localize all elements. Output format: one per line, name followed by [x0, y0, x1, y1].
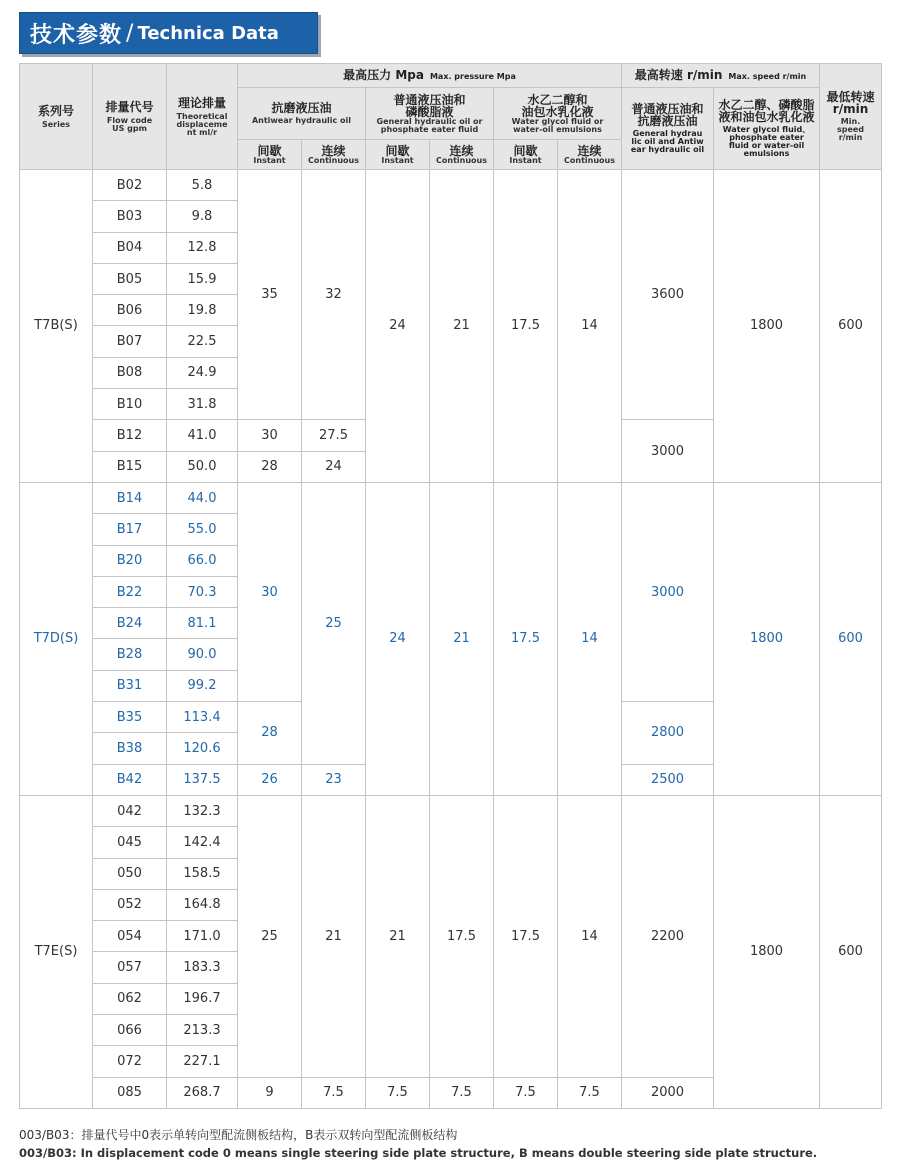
header-series: 系列号 Series [20, 64, 93, 170]
antiwear-instant-cell: 30 [238, 482, 302, 701]
flow-code-cell: 062 [93, 983, 167, 1014]
max-speed-glycol-cell: 1800 [714, 482, 820, 795]
antiwear-instant-cell: 9 [238, 1077, 302, 1108]
max-speed-glycol-cell: 1800 [714, 795, 820, 1108]
series-cell: T7E(S) [20, 795, 93, 1108]
displacement-cell: 70.3 [167, 576, 238, 607]
header-speed-general-oil: 普通液压油和 抗磨液压油 General hydrau lic oil and Antiw ear hydraulic oil [622, 88, 714, 170]
table-row [20, 170, 882, 201]
flow-code-cell: B02 [93, 170, 167, 201]
flow-code-cell: B05 [93, 263, 167, 294]
flow-code-cell: B14 [93, 482, 167, 513]
footnote-cn: 003/B03：排量代号中0表示单转向型配流侧板结构，B表示双转向型配流侧板结构 [19, 1128, 458, 1142]
max-speed-general-cell: 2500 [622, 764, 714, 795]
flow-code-cell: B20 [93, 545, 167, 576]
displacement-cell: 158.5 [167, 858, 238, 889]
header-instant: 间歇 Instant [366, 140, 430, 170]
antiwear-instant-cell: 25 [238, 795, 302, 1077]
flow-code-cell: 045 [93, 827, 167, 858]
antiwear-continuous-cell: 7.5 [302, 1077, 366, 1108]
antiwear-continuous-cell: 32 [302, 170, 366, 420]
glycol-continuous-cell: 14 [558, 482, 622, 795]
displacement-cell: 196.7 [167, 983, 238, 1014]
general-continuous-cell: 21 [430, 482, 494, 795]
header-water-glycol: 水乙二醇和 油包水乳化液 Water glycol fluid or water-oil emulsions [494, 88, 622, 140]
antiwear-continuous-cell: 21 [302, 795, 366, 1077]
section-title-separator: / [126, 20, 134, 46]
technical-data-table [19, 63, 882, 1109]
header-flow-code: 排量代号 Flow code US gpm [93, 64, 167, 170]
footnote-en: 003/B03: In displacement code 0 means single steering side plate structure, B means double steering side plate structure. [19, 1146, 818, 1160]
flow-code-cell: B31 [93, 670, 167, 701]
displacement-cell: 19.8 [167, 295, 238, 326]
displacement-cell: 183.3 [167, 952, 238, 983]
header-min-speed: 最低转速 r/min Min. speed r/min [820, 64, 882, 170]
displacement-cell: 66.0 [167, 545, 238, 576]
header-continuous: 连续 Continuous [302, 140, 366, 170]
displacement-cell: 171.0 [167, 921, 238, 952]
min-speed-cell: 600 [820, 482, 882, 795]
displacement-cell: 12.8 [167, 232, 238, 263]
glycol-continuous-cell: 14 [558, 795, 622, 1077]
flow-code-cell: 050 [93, 858, 167, 889]
header-max-speed: 最高转速 r/min Max. speed r/min [622, 64, 820, 88]
antiwear-instant-cell: 30 [238, 420, 302, 451]
displacement-cell: 99.2 [167, 670, 238, 701]
displacement-cell: 113.4 [167, 702, 238, 733]
max-speed-general-cell: 3600 [622, 170, 714, 420]
displacement-cell: 137.5 [167, 764, 238, 795]
glycol-instant-cell: 17.5 [494, 170, 558, 483]
antiwear-instant-cell: 28 [238, 702, 302, 765]
table-row [20, 482, 882, 513]
max-speed-glycol-cell: 1800 [714, 170, 820, 483]
flow-code-cell: B15 [93, 451, 167, 482]
general-continuous-cell: 17.5 [430, 795, 494, 1077]
antiwear-instant-cell: 28 [238, 451, 302, 482]
flow-code-cell: B07 [93, 326, 167, 357]
header-instant: 间歇 Instant [238, 140, 302, 170]
displacement-cell: 24.9 [167, 357, 238, 388]
displacement-cell: 50.0 [167, 451, 238, 482]
displacement-cell: 268.7 [167, 1077, 238, 1108]
flow-code-cell: 057 [93, 952, 167, 983]
displacement-cell: 142.4 [167, 827, 238, 858]
table-header [20, 64, 882, 170]
max-speed-general-cell: 3000 [622, 482, 714, 701]
series-cell: T7D(S) [20, 482, 93, 795]
flow-code-cell: 066 [93, 1015, 167, 1046]
max-speed-general-cell: 2200 [622, 795, 714, 1077]
displacement-cell: 90.0 [167, 639, 238, 670]
section-title-cn: 技术参数 [30, 22, 123, 48]
displacement-cell: 44.0 [167, 482, 238, 513]
flow-code-cell: B42 [93, 764, 167, 795]
displacement-cell: 81.1 [167, 608, 238, 639]
flow-code-cell: 054 [93, 921, 167, 952]
header-max-pressure: 最高压力 Mpa Max. pressure Mpa [238, 64, 622, 88]
displacement-cell: 164.8 [167, 889, 238, 920]
header-instant: 间歇 Instant [494, 140, 558, 170]
antiwear-instant-cell: 26 [238, 764, 302, 795]
flow-code-cell: B08 [93, 357, 167, 388]
general-instant-cell: 21 [366, 795, 430, 1077]
antiwear-instant-cell: 35 [238, 170, 302, 420]
max-speed-general-cell: 2800 [622, 702, 714, 765]
displacement-cell: 15.9 [167, 263, 238, 294]
section-title [19, 12, 318, 54]
flow-code-cell: 085 [93, 1077, 167, 1108]
table-row [20, 795, 882, 826]
displacement-cell: 9.8 [167, 201, 238, 232]
header-continuous: 连续 Continuous [430, 140, 494, 170]
glycol-instant-cell: 7.5 [494, 1077, 558, 1108]
table-body [20, 170, 882, 1109]
min-speed-cell: 600 [820, 795, 882, 1108]
glycol-instant-cell: 17.5 [494, 482, 558, 795]
flow-code-cell: B03 [93, 201, 167, 232]
flow-code-cell: B22 [93, 576, 167, 607]
section-title-en: Technica Data [137, 22, 279, 44]
antiwear-continuous-cell: 24 [302, 451, 366, 482]
general-instant-cell: 24 [366, 482, 430, 795]
series-cell: T7B(S) [20, 170, 93, 483]
antiwear-continuous-cell: 27.5 [302, 420, 366, 451]
min-speed-cell: 600 [820, 170, 882, 483]
general-continuous-cell: 21 [430, 170, 494, 483]
flow-code-cell: B04 [93, 232, 167, 263]
displacement-cell: 55.0 [167, 514, 238, 545]
header-continuous: 连续 Continuous [558, 140, 622, 170]
displacement-cell: 5.8 [167, 170, 238, 201]
header-general-oil: 普通液压油和 磷酸脂液 General hydraulic oil or phosphate eater fluid [366, 88, 494, 140]
displacement-cell: 132.3 [167, 795, 238, 826]
general-continuous-cell: 7.5 [430, 1077, 494, 1108]
displacement-cell: 31.8 [167, 389, 238, 420]
flow-code-cell: B28 [93, 639, 167, 670]
displacement-cell: 227.1 [167, 1046, 238, 1077]
glycol-continuous-cell: 14 [558, 170, 622, 483]
general-instant-cell: 24 [366, 170, 430, 483]
displacement-cell: 120.6 [167, 733, 238, 764]
flow-code-cell: B35 [93, 702, 167, 733]
flow-code-cell: 072 [93, 1046, 167, 1077]
flow-code-cell: B12 [93, 420, 167, 451]
displacement-cell: 213.3 [167, 1015, 238, 1046]
flow-code-cell: B06 [93, 295, 167, 326]
header-antiwear-oil: 抗磨液压油 Antiwear hydraulic oil [238, 88, 366, 140]
antiwear-continuous-cell: 25 [302, 482, 366, 764]
flow-code-cell: B10 [93, 389, 167, 420]
flow-code-cell: B17 [93, 514, 167, 545]
flow-code-cell: 042 [93, 795, 167, 826]
max-speed-general-cell: 3000 [622, 420, 714, 483]
general-instant-cell: 7.5 [366, 1077, 430, 1108]
displacement-cell: 41.0 [167, 420, 238, 451]
glycol-continuous-cell: 7.5 [558, 1077, 622, 1108]
flow-code-cell: B38 [93, 733, 167, 764]
displacement-cell: 22.5 [167, 326, 238, 357]
header-speed-water-glycol: 水乙二醇、磷酸脂 液和油包水乳化液 Water glycol fluid、 phosphate eater fluid or water-oil emulsions [714, 88, 820, 170]
antiwear-continuous-cell: 23 [302, 764, 366, 795]
header-displacement: 理论排量 Theoretical displaceme nt ml/r [167, 64, 238, 170]
glycol-instant-cell: 17.5 [494, 795, 558, 1077]
flow-code-cell: B24 [93, 608, 167, 639]
flow-code-cell: 052 [93, 889, 167, 920]
max-speed-general-cell: 2000 [622, 1077, 714, 1108]
